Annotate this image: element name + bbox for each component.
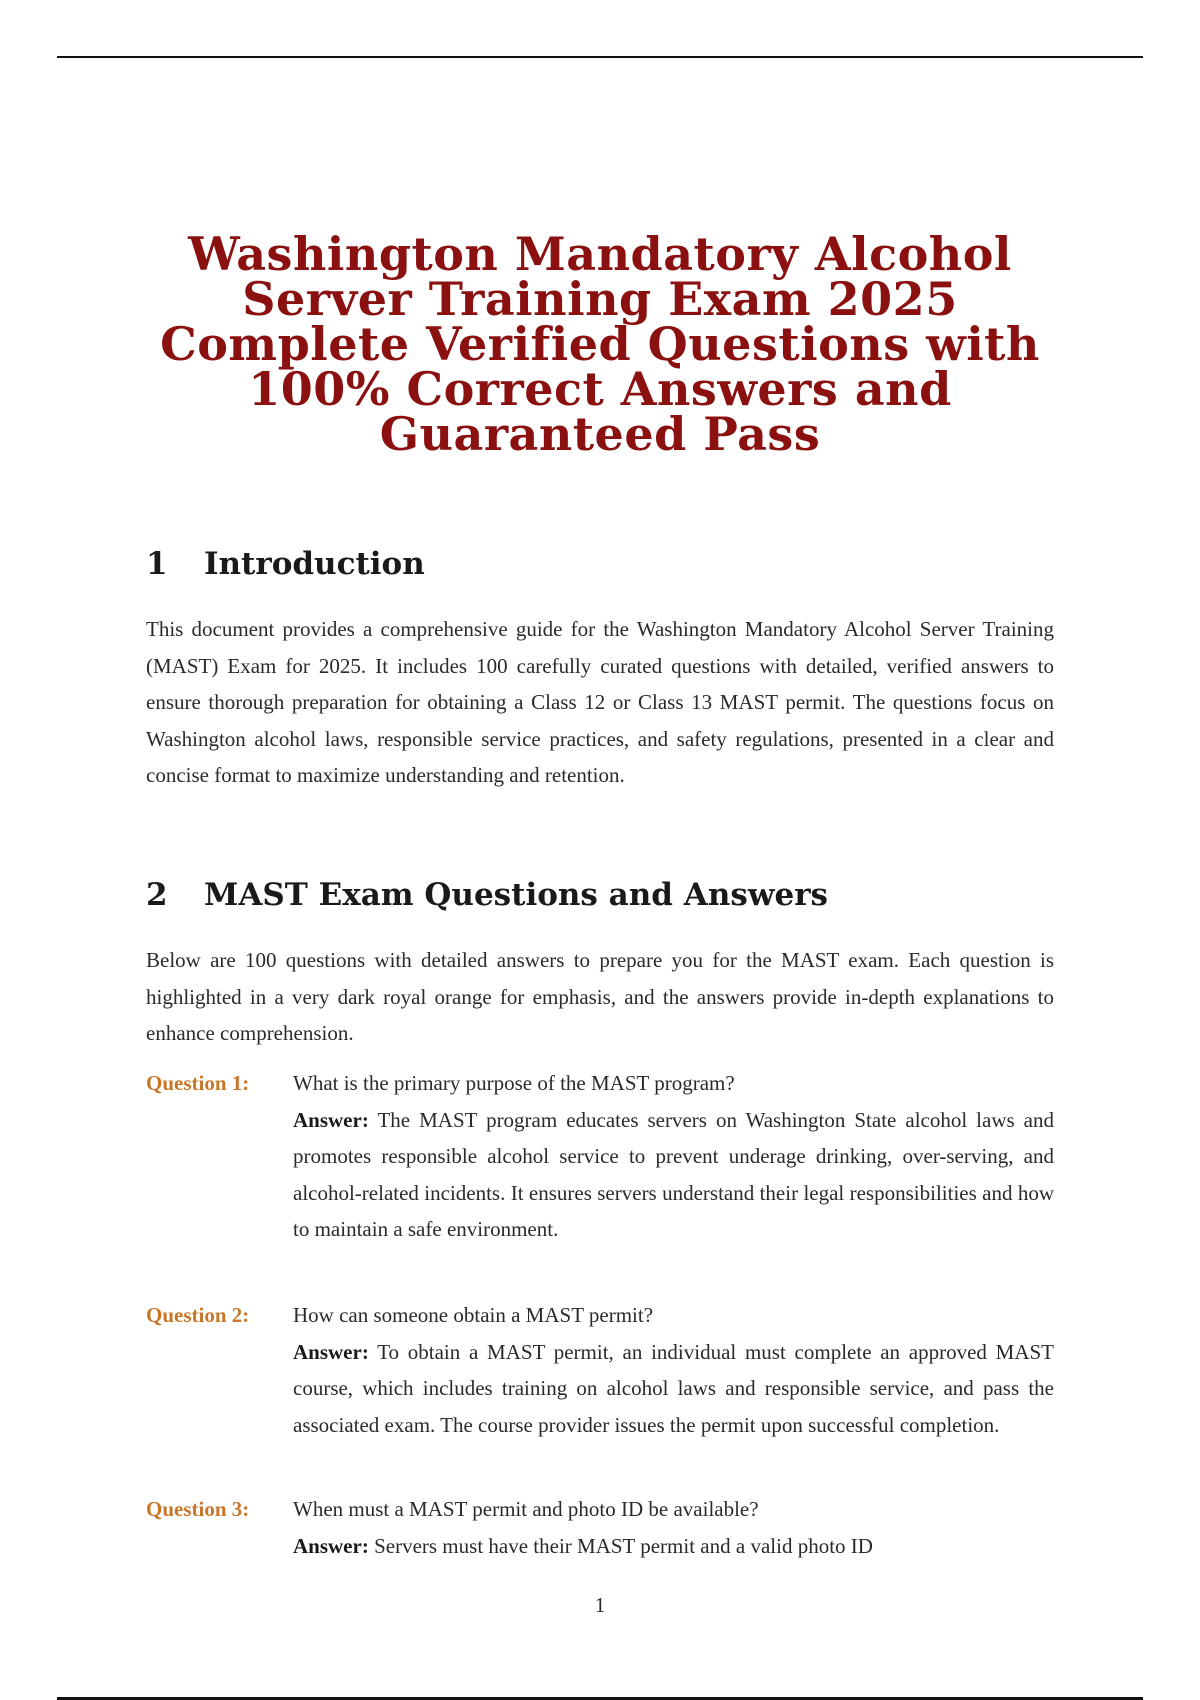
question-item	[146, 1297, 1054, 1443]
title-line: Complete Verified Questions with	[160, 317, 1040, 371]
section-heading-introduction	[146, 546, 425, 582]
title-line: Washington Mandatory Alcohol	[188, 227, 1012, 281]
question-label: Question 1:	[146, 1071, 250, 1095]
question-label: Question 3:	[146, 1497, 250, 1521]
answer-label: Answer:	[293, 1533, 369, 1558]
page-number: 1	[594, 1593, 606, 1617]
questions-intro-paragraph: Below are 100 questions with detailed answers to prepare you for the MAST exam. Each question is highlighted in a very dark royal orange for emphasis, and the answers provide in-depth explanations to enhance comprehension.	[146, 948, 1054, 1045]
answer-label: Answer:	[293, 1107, 369, 1132]
question-text: What is the primary purpose of the MAST program?	[293, 1071, 735, 1095]
question-label: Question 2:	[146, 1303, 250, 1327]
section-number: 1	[146, 546, 168, 582]
question-item	[146, 1065, 1054, 1248]
answer-body: The MAST program educates servers on Washington State alcohol laws and promotes responsible alcohol service to prevent underage drinking, over-serving, and alcohol-related incidents. It ensures servers understand their legal responsibilities and how to maintain a safe environment.	[293, 1107, 1054, 1241]
answer-text	[293, 1102, 1054, 1248]
section-title: Introduction	[204, 546, 425, 582]
answer-text	[293, 1528, 1054, 1565]
section-number: 2	[146, 877, 168, 913]
answer-text	[293, 1334, 1054, 1444]
question-text: When must a MAST permit and photo ID be available?	[293, 1497, 759, 1521]
question-text: How can someone obtain a MAST permit?	[293, 1303, 654, 1327]
title-line: Server Training Exam 2025	[242, 272, 958, 326]
answer-body: To obtain a MAST permit, an individual must complete an approved MAST course, which includes training on alcohol laws and responsible service, and pass the associated exam. The course provider issues the permit upon successful completion.	[293, 1339, 1054, 1437]
section-title: MAST Exam Questions and Answers	[204, 877, 829, 913]
answer-label: Answer:	[293, 1339, 369, 1364]
introduction-paragraph: This document provides a comprehensive guide for the Washington Mandatory Alcohol Server Training (MAST) Exam for 2025. It includes 100 carefully curated questions with detailed, verified answers to ensure thorough preparation for obtaining a Class 12 or Class 13 MAST permit. The questions focus on Washington alcohol laws, responsible service practices, and safety regulations, presented in a clear and concise format to maximize understanding and retention.	[146, 617, 1054, 787]
document-title	[150, 227, 1050, 461]
title-line: Guaranteed Pass	[379, 407, 821, 461]
answer-body: Servers must have their MAST permit and a valid photo ID	[374, 1533, 873, 1558]
question-item	[146, 1491, 1054, 1564]
section-heading-questions	[146, 877, 828, 913]
top-rule	[57, 56, 1143, 58]
title-line: 100% Correct Answers and	[248, 362, 952, 416]
